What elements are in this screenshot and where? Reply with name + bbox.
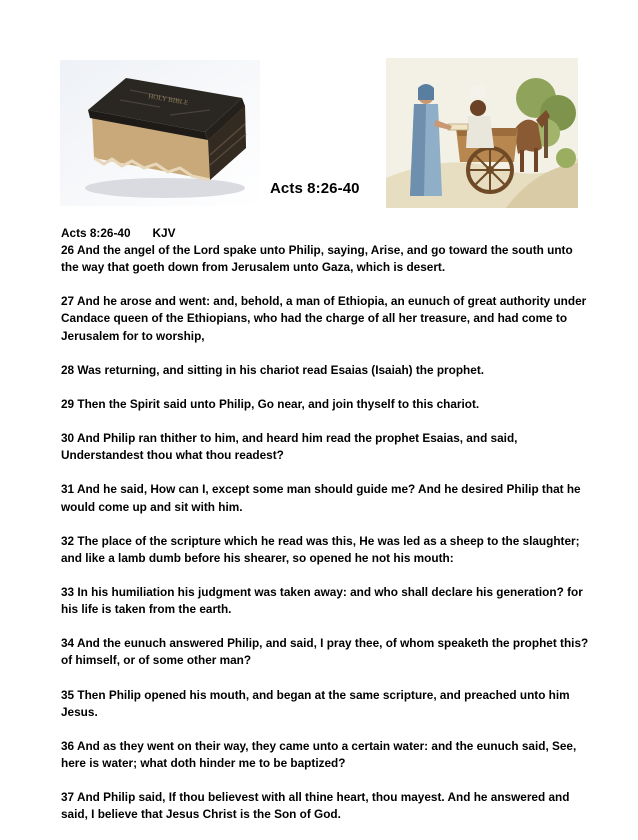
- verse-32: 32 The place of the scripture which he read was this, He was led as a sheep to the slaughter; and like a lamb dumb before his shearer, so opened he not his mouth:: [61, 533, 580, 565]
- bible-illustration: [60, 60, 260, 206]
- page-title: Acts 8:26-40: [270, 180, 360, 197]
- verse-31: 31 And he said, How can I, except some man should guide me? And he desired Philip that he would come up and sit with him.: [61, 482, 581, 514]
- verse-34: 34 And the eunuch answered Philip, and said, I pray thee, of whom speaketh the prophet this? of himself, or of some other man?: [61, 636, 589, 668]
- reference-line: [61, 225, 591, 242]
- verse-36: 36 And as they went on their way, they came unto a certain water: and the eunuch said, See, here is water; what doth hinder me to be baptized?: [61, 738, 577, 770]
- bible-image: [60, 60, 260, 206]
- version-label: KJV: [152, 226, 176, 240]
- chariot-image: [386, 58, 578, 208]
- verse-28: 28 Was returning, and sitting in his chariot read Esaias (Isaiah) the prophet.: [61, 362, 485, 377]
- passage-reference: Acts 8:26-40: [61, 226, 131, 240]
- verse-26: 26 And the angel of the Lord spake unto Philip, saying, Arise, and go toward the south unto the way that goeth down from Jerusalem unto Gaza, which is desert.: [61, 243, 573, 275]
- verse-37: 37 And Philip said, If thou believest with all thine heart, thou mayest. And he answered and said, I believe that Jesus Christ is the Son of God.: [61, 790, 570, 822]
- verse-30: 30 And Philip ran thither to him, and heard him read the prophet Esaias, and said, Understandest thou what thou readest?: [61, 431, 518, 463]
- verse-29: 29 Then the Spirit said unto Philip, Go near, and join thyself to this chariot.: [61, 396, 480, 411]
- scripture-text: [61, 225, 591, 840]
- svg-text:HOLY BIBLE: HOLY BIBLE: [147, 92, 189, 107]
- verse-35: 35 Then Philip opened his mouth, and began at the same scripture, and preached unto him Jesus.: [61, 687, 570, 719]
- verse-27: 27 And he arose and went: and, behold, a man of Ethiopia, an eunuch of great authority under Candace queen of the Ethiopians, who had the charge of all her treasure, and had come to Jerusalem for to worship,: [61, 294, 587, 343]
- chariot-illustration: [386, 58, 578, 208]
- verse-33: 33 In his humiliation his judgment was taken away: and who shall declare his generation? for his life is taken from the earth.: [61, 584, 583, 617]
